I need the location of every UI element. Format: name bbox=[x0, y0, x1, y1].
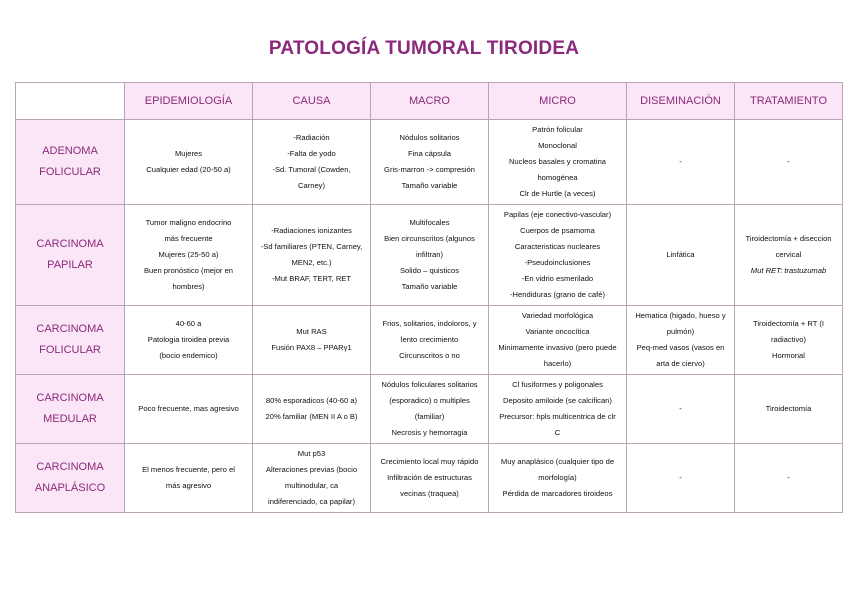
cell-line: (familiar) bbox=[414, 412, 445, 421]
cell-line: Infiltración de estructuras bbox=[387, 473, 472, 482]
cell-line: Tamaño variable bbox=[401, 282, 458, 291]
row-label-line: FOLICULAR bbox=[39, 344, 101, 356]
cell-line: radiactivo) bbox=[770, 335, 807, 344]
cell-line: - bbox=[787, 473, 790, 482]
cell-line: El menos frecuente, pero el bbox=[142, 465, 235, 474]
cell-line: lento crecimiento bbox=[400, 335, 459, 344]
cell-line: Multifocales bbox=[409, 218, 450, 227]
cell-line: -Mut BRAF, TERT, RET bbox=[271, 274, 352, 283]
cell-line: Linfática bbox=[666, 250, 695, 259]
cell-line: -Pseudoinclusiones bbox=[524, 258, 591, 267]
cell-line: C bbox=[554, 428, 561, 437]
cell-line: (esporadico) o multiples bbox=[389, 396, 470, 405]
cell-line: Bien circunscritos (algunos bbox=[384, 234, 475, 243]
cell-line: -Sd familiares (PTEN, Carney, bbox=[260, 242, 363, 251]
cell-line: Mut RAS bbox=[296, 327, 327, 336]
cell-line: - bbox=[679, 157, 682, 166]
header-macro: MACRO bbox=[371, 83, 489, 120]
cell-macro bbox=[371, 120, 489, 205]
cell-line: Crecimiento local muy rápido bbox=[380, 457, 479, 466]
cell-line: - bbox=[679, 404, 682, 413]
cell-macro bbox=[371, 444, 489, 513]
cell-line: Poco frecuente, mas agresivo bbox=[138, 404, 239, 413]
cell-line: Variedad morfológica bbox=[521, 311, 594, 320]
cell-causa bbox=[253, 205, 371, 306]
cell-line: Fusión PAX8 – PPARγ1 bbox=[271, 343, 352, 352]
cell-line: Cl fusiformes y poligonales bbox=[512, 380, 603, 389]
cell-line: Buen pronóstico (mejor en bbox=[143, 266, 234, 275]
cell-line: Hormonal bbox=[772, 351, 805, 360]
cell-line: Tiroidectomía + RT (I bbox=[753, 319, 824, 328]
cell-line: -Hendiduras (grano de café) bbox=[510, 290, 605, 299]
row-label bbox=[16, 306, 125, 375]
cell-line: Precursor: hpls multicentrica de clr bbox=[499, 412, 616, 421]
cell-line: -Sd. Tumoral (Cowden, bbox=[272, 165, 351, 174]
cell-line: (bocio endemico) bbox=[159, 351, 218, 360]
cell-tratamiento bbox=[735, 205, 843, 306]
cell-diseminacion bbox=[627, 120, 735, 205]
row-label-line: CARCINOMA bbox=[36, 323, 104, 335]
cell-line: más frecuente bbox=[164, 234, 213, 243]
cell-line: 40-60 a bbox=[175, 319, 202, 328]
cell-line: Mujeres (25-50 a) bbox=[158, 250, 219, 259]
cell-line: -En vidrio esmerilado bbox=[521, 274, 594, 283]
cell-epidemiologia bbox=[125, 375, 253, 444]
cell-line: homogénea bbox=[537, 173, 578, 182]
cell-macro bbox=[371, 306, 489, 375]
row-label-line: ADENOMA bbox=[42, 145, 98, 157]
row-label bbox=[16, 120, 125, 205]
cell-tratamiento bbox=[735, 444, 843, 513]
row-label bbox=[16, 205, 125, 306]
cell-line: Patrón folicular bbox=[532, 125, 583, 134]
cell-macro bbox=[371, 205, 489, 306]
cell-line: Patologia tiroidea previa bbox=[147, 335, 230, 344]
table-row bbox=[16, 205, 843, 306]
cell-line: Carney) bbox=[297, 181, 325, 190]
row-label-line: FOLICULAR bbox=[39, 166, 101, 178]
cell-line: -Radiaciones ionizantes bbox=[271, 226, 352, 235]
cell-line: Pérdida de marcadores tiroideos bbox=[502, 489, 613, 498]
cell-causa bbox=[253, 375, 371, 444]
header-causa: CAUSA bbox=[253, 83, 371, 120]
row-label-line: CARCINOMA bbox=[36, 238, 104, 250]
cell-line: pulmón) bbox=[666, 327, 695, 336]
page-title: PATOLOGÍA TUMORAL TIROIDEA bbox=[268, 38, 580, 59]
cell-line: hombres) bbox=[172, 282, 205, 291]
cell-line: Minimamente invasivo (pero puede bbox=[498, 343, 617, 352]
cell-line: indiferenciado, ca papilar) bbox=[268, 497, 355, 506]
cell-line: cervical bbox=[775, 250, 802, 259]
cell-diseminacion bbox=[627, 444, 735, 513]
cell-line: Tumor maligno endocrino bbox=[145, 218, 232, 227]
cell-line: MEN2, etc.) bbox=[291, 258, 332, 267]
cell-line: infiltran) bbox=[415, 250, 443, 259]
cell-line: Clr de Hurtle (a veces) bbox=[519, 189, 596, 198]
table-row bbox=[16, 120, 843, 205]
cell-line: - bbox=[787, 157, 790, 166]
cell-line: morfología) bbox=[538, 473, 577, 482]
cell-line-italic: Mut RET: trastuzumab bbox=[750, 266, 827, 275]
cell-line: Papilas (eje conectivo-vascular) bbox=[503, 210, 612, 219]
cell-causa bbox=[253, 120, 371, 205]
cell-line: Frios, solitarios, indoloros, y bbox=[382, 319, 477, 328]
table-row bbox=[16, 306, 843, 375]
header-micro: MICRO bbox=[489, 83, 627, 120]
cell-line: Nódulos foliculares solitarios bbox=[381, 380, 478, 389]
header-epidemiologia: EPIDEMIOLOGÍA bbox=[125, 83, 253, 120]
row-label-line: CARCINOMA bbox=[36, 461, 104, 473]
cell-line: Gris-marron -> compresión bbox=[384, 165, 475, 174]
header-tratamiento: TRATAMIENTO bbox=[735, 83, 843, 120]
cell-line: Monoclonal bbox=[538, 141, 577, 150]
table-row bbox=[16, 375, 843, 444]
table-row bbox=[16, 444, 843, 513]
corner-cell bbox=[16, 83, 125, 120]
cell-line: multinodular, ca bbox=[284, 481, 339, 490]
cell-line: Caracteristicas nucleares bbox=[514, 242, 601, 251]
cell-line: vecinas (traquea) bbox=[400, 489, 459, 498]
cell-epidemiologia bbox=[125, 306, 253, 375]
cell-micro bbox=[489, 375, 627, 444]
cell-tratamiento bbox=[735, 306, 843, 375]
cell-line: Solido – quisticos bbox=[399, 266, 460, 275]
cell-line: 80% esporadicos (40-60 a) bbox=[265, 396, 358, 405]
row-label-line: MEDULAR bbox=[43, 413, 97, 425]
cell-tratamiento bbox=[735, 120, 843, 205]
cell-causa bbox=[253, 444, 371, 513]
row-label bbox=[16, 444, 125, 513]
cell-line: - bbox=[679, 473, 682, 482]
cell-line: Peq-med vasos (vasos en bbox=[636, 343, 725, 352]
cell-line: Fina cápsula bbox=[407, 149, 452, 158]
cell-micro bbox=[489, 306, 627, 375]
row-label-line: CARCINOMA bbox=[36, 392, 104, 404]
cell-line: Nódulos solitarios bbox=[399, 133, 460, 142]
row-label-line: PAPILAR bbox=[47, 259, 93, 271]
cell-line: arta de ciervo) bbox=[656, 359, 705, 368]
row-label-line: ANAPLÁSICO bbox=[34, 482, 106, 494]
cell-line: Cuerpos de psamoma bbox=[520, 226, 595, 235]
cell-line: Cualquier edad (20-50 a) bbox=[146, 165, 231, 174]
cell-causa bbox=[253, 306, 371, 375]
cell-line: Tamaño variable bbox=[401, 181, 458, 190]
cell-line: Deposito amiloide (se calcifican) bbox=[503, 396, 612, 405]
cell-line: Variante oncocítica bbox=[525, 327, 590, 336]
cell-line: más agresivo bbox=[165, 481, 212, 490]
tumor-table bbox=[15, 82, 843, 513]
cell-line: Nucleos basales y cromatina bbox=[508, 157, 607, 166]
cell-line: Tiroidectomía + diseccion bbox=[745, 234, 832, 243]
cell-line: -Radiación bbox=[293, 133, 330, 142]
header-row bbox=[16, 83, 843, 120]
cell-line: Circunscritos o no bbox=[399, 351, 460, 360]
cell-diseminacion bbox=[627, 205, 735, 306]
cell-line: Muy anaplásico (cualquier tipo de bbox=[500, 457, 615, 466]
cell-diseminacion bbox=[627, 306, 735, 375]
cell-line: Hematica (higado, hueso y bbox=[635, 311, 726, 320]
cell-macro bbox=[371, 375, 489, 444]
row-label bbox=[16, 375, 125, 444]
cell-line: Necrosis y hemorragia bbox=[391, 428, 468, 437]
cell-tratamiento bbox=[735, 375, 843, 444]
cell-line: Mut p53 bbox=[297, 449, 326, 458]
cell-line: -Falta de yodo bbox=[287, 149, 336, 158]
cell-diseminacion bbox=[627, 375, 735, 444]
cell-micro bbox=[489, 120, 627, 205]
cell-epidemiologia bbox=[125, 205, 253, 306]
cell-line: hacerlo) bbox=[543, 359, 572, 368]
cell-line: Tiroidectomía bbox=[765, 404, 812, 413]
cell-epidemiologia bbox=[125, 120, 253, 205]
cell-micro bbox=[489, 444, 627, 513]
cell-micro bbox=[489, 205, 627, 306]
header-diseminacion: DISEMINACIÓN bbox=[627, 83, 735, 120]
cell-line: Alteraciones previas (bocio bbox=[265, 465, 358, 474]
cell-line: 20% familiar (MEN II A o B) bbox=[265, 412, 358, 421]
cell-epidemiologia bbox=[125, 444, 253, 513]
cell-line: Mujeres bbox=[174, 149, 202, 158]
